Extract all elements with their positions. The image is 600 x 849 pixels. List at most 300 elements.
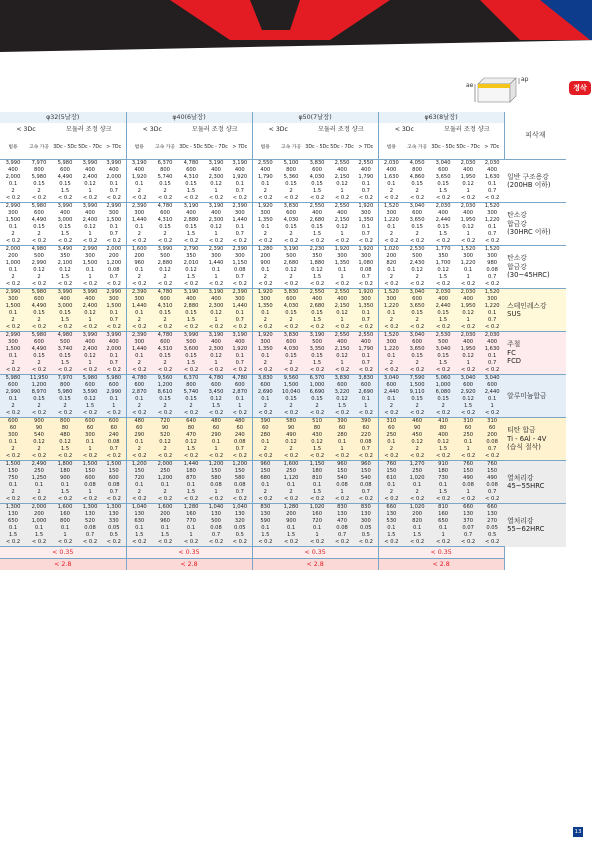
table-cell: 1,350 xyxy=(358,217,374,223)
table-cell: 0.1 xyxy=(361,310,370,316)
table-cell: 0.1 xyxy=(126,439,152,446)
material-name-line: 주철 xyxy=(507,340,521,349)
table-cell: 2,920 xyxy=(460,389,476,395)
table-row xyxy=(0,296,566,303)
table-cell: 5,360 xyxy=(283,174,299,180)
table-cell: < 0.2 xyxy=(252,324,278,332)
table-cell: 500 xyxy=(60,339,70,345)
material-label xyxy=(504,504,566,547)
table-cell: 9,560 xyxy=(152,375,178,383)
modular-shank-header: 모듈러 조정 샹크 xyxy=(52,123,126,137)
table-cell: 600 xyxy=(286,296,297,302)
table-cell: 1,520 xyxy=(480,246,504,254)
footer-empty xyxy=(504,559,566,571)
table-cell: 0.1 xyxy=(186,525,196,531)
table-cell: 1,440 xyxy=(126,303,152,310)
table-cell: 3,650 xyxy=(409,346,425,352)
table-cell: 2,030 xyxy=(456,160,480,168)
table-cell: 60 xyxy=(488,425,496,431)
table-cell: 600 xyxy=(78,418,102,426)
table-cell: 4,980 xyxy=(52,332,78,340)
table-cell: 0.08 xyxy=(486,439,498,445)
table-cell: 1,800 xyxy=(52,461,78,469)
table-cell: 0.1 xyxy=(252,353,278,360)
footer-row xyxy=(0,559,566,571)
table-cell: 2 xyxy=(189,403,193,409)
table-cell: 300 xyxy=(8,210,18,216)
table-cell: 300 xyxy=(85,253,95,259)
table-cell: 2 xyxy=(252,317,278,324)
table-cell: 350 xyxy=(186,253,196,259)
table-cell: 2 xyxy=(378,446,404,453)
table-cell: 2,550 xyxy=(330,332,354,340)
table-cell: < 0.2 xyxy=(283,496,299,502)
table-cell: 600 xyxy=(378,382,404,389)
table-cell: 870 xyxy=(186,475,196,481)
table-cell: 1.5 xyxy=(312,274,322,280)
table-row xyxy=(0,281,566,289)
table-cell: 1,790 xyxy=(358,174,374,180)
condition-header: > 7Dc xyxy=(354,137,378,160)
table-cell: 0.7 xyxy=(109,360,118,366)
table-cell: 4,490 xyxy=(31,346,47,352)
table-cell: 3,600 xyxy=(183,346,199,352)
table-cell: 1 xyxy=(214,231,218,237)
table-cell: 1,920 xyxy=(252,203,278,211)
table-row xyxy=(0,231,566,238)
table-cell: 900 xyxy=(252,260,278,267)
table-cell: < 0.2 xyxy=(126,496,152,504)
table-cell: 830 xyxy=(330,504,354,512)
condition-header: 3Dc - 5Dc xyxy=(304,137,330,160)
table-cell: 400 xyxy=(360,167,371,173)
material-label xyxy=(504,418,566,461)
table-cell: < 0.2 xyxy=(378,367,404,375)
table-cell: 2,550 xyxy=(354,160,378,168)
table-cell: 2 xyxy=(252,274,278,281)
table-cell: 1 xyxy=(364,403,368,409)
table-cell: 1 xyxy=(88,489,92,495)
table-cell: 1,440 xyxy=(126,346,152,353)
table-cell: < 0.2 xyxy=(31,195,47,201)
table-cell: 180 xyxy=(60,468,70,474)
table-cell: 4,490 xyxy=(31,303,47,309)
table-cell: 2,030 xyxy=(430,203,456,211)
table-cell: < 0.2 xyxy=(208,453,224,459)
table-cell: 0.1 xyxy=(235,310,244,316)
workpiece-block-icon xyxy=(466,74,526,106)
table-cell: 2,550 xyxy=(330,203,354,211)
material-name-line: FCD xyxy=(507,357,522,366)
table-cell: 0.12 xyxy=(33,439,45,445)
table-cell: 0.1 xyxy=(252,310,278,317)
table-cell: 2,400 xyxy=(82,303,98,309)
table-cell: 1.5 xyxy=(60,188,70,194)
table-cell: 0.12 xyxy=(336,353,348,359)
table-cell: 1.5 xyxy=(126,532,152,539)
table-row xyxy=(0,339,566,346)
table-cell: 2,100 xyxy=(57,260,73,266)
table-cell: 0.15 xyxy=(437,353,449,359)
table-cell: 910 xyxy=(430,461,456,469)
table-cell: < 0.2 xyxy=(378,238,404,246)
table-cell: 1,500 xyxy=(102,461,126,469)
table-cell: 0.7 xyxy=(361,188,370,194)
table-cell: 0.15 xyxy=(411,181,423,187)
table-cell: 5,980 xyxy=(26,289,52,297)
material-label xyxy=(504,160,566,203)
table-cell: 200 xyxy=(412,511,423,517)
table-cell: 150 xyxy=(337,468,348,474)
table-cell: 0.5 xyxy=(488,532,497,538)
footer-cell: < 2.8 xyxy=(0,559,126,571)
material-name-line: Ti - 6Al - 4V xyxy=(507,434,547,443)
table-cell: 650 xyxy=(8,518,18,524)
table-cell: 0.08 xyxy=(462,482,474,488)
table-cell: 330 xyxy=(108,518,119,524)
table-cell: 1 xyxy=(441,532,445,538)
table-cell: 1,040 xyxy=(204,504,228,512)
table-cell: 5,980 xyxy=(57,389,73,395)
table-cell: < 0.2 xyxy=(460,324,476,330)
table-cell: 3,220 xyxy=(334,389,350,395)
table-cell: < 0.2 xyxy=(283,324,299,330)
table-row xyxy=(0,346,566,353)
table-cell: 600 xyxy=(412,339,423,345)
table-cell: 2,010 xyxy=(183,260,199,266)
table-cell: < 0.2 xyxy=(460,195,476,201)
table-cell: 0.1 xyxy=(488,310,497,316)
table-cell: 0.05 xyxy=(360,525,372,531)
table-cell: 0.1 xyxy=(286,525,296,531)
table-cell: 1,950 xyxy=(460,346,476,352)
table-cell: 60 xyxy=(126,425,152,432)
table-row xyxy=(0,432,566,439)
table-cell: 300 xyxy=(108,296,119,302)
table-cell: 1.5 xyxy=(186,188,196,194)
table-cell: 0.15 xyxy=(159,310,171,316)
table-cell: 0.12 xyxy=(336,396,348,402)
table-cell: 0.1 xyxy=(85,439,95,445)
condition-header: 범용 xyxy=(252,137,278,160)
table-cell: 1,440 xyxy=(126,217,152,224)
table-cell: 2 xyxy=(37,489,41,495)
table-cell: 800 xyxy=(60,518,70,524)
table-cell: 1.5 xyxy=(186,317,196,323)
table-cell: < 0.2 xyxy=(57,539,73,545)
table-cell: 400 xyxy=(234,339,245,345)
table-cell: 180 xyxy=(312,468,323,474)
table-cell: 1.5 xyxy=(85,403,95,409)
table-cell: < 0.2 xyxy=(82,410,98,416)
table-cell: 80 xyxy=(187,425,195,431)
table-cell: 2 xyxy=(315,403,319,409)
table-cell: 800 xyxy=(160,167,170,173)
table-cell: 60 xyxy=(236,425,244,431)
table-cell: 0.15 xyxy=(159,396,171,402)
table-cell: 1,200 xyxy=(204,461,228,469)
table-row xyxy=(0,246,566,254)
table-cell: 1 xyxy=(340,274,344,280)
table-cell: 0.1 xyxy=(235,396,244,402)
table-cell: 2,030 xyxy=(456,332,480,340)
table-cell: 3,650 xyxy=(435,174,451,180)
table-cell: < 0.2 xyxy=(106,195,121,201)
table-cell: < 0.2 xyxy=(5,238,21,244)
table-cell: 2 xyxy=(163,403,167,409)
table-cell: 2,300 xyxy=(208,303,224,309)
table-cell: 300 xyxy=(234,253,245,259)
table-cell: 3,650 xyxy=(409,303,425,309)
table-cell: 0.1 xyxy=(126,224,152,231)
table-cell: 5,740 xyxy=(183,389,199,395)
table-cell: < 0.2 xyxy=(232,195,247,201)
table-cell: 310 xyxy=(378,418,404,426)
table-cell: 1.5 xyxy=(412,532,422,538)
table-cell: 250 xyxy=(412,468,423,474)
table-cell: 0.1 xyxy=(34,482,44,488)
table-cell: 4,780 xyxy=(152,332,178,340)
table-cell: 590 xyxy=(252,518,278,525)
table-cell: 4,780 xyxy=(152,203,178,211)
table-cell: 0.1 xyxy=(8,439,18,445)
table-cell: 0.15 xyxy=(285,181,297,187)
table-cell: 580 xyxy=(278,418,304,426)
table-cell: 2,000 xyxy=(152,461,178,469)
table-cell: 490 xyxy=(286,432,297,438)
table-cell: 4,780 xyxy=(228,375,252,383)
table-cell: 3,990 xyxy=(78,332,102,340)
table-cell: 0.1 xyxy=(378,224,404,231)
table-cell: 0.1 xyxy=(252,439,278,446)
table-cell: 0.15 xyxy=(159,181,171,187)
table-cell: < 0.2 xyxy=(485,281,500,287)
table-cell: 2 xyxy=(441,403,445,409)
table-cell: 1 xyxy=(466,188,470,194)
table-cell: < 0.2 xyxy=(334,367,350,373)
table-row xyxy=(0,439,566,446)
table-cell: < 0.2 xyxy=(183,453,199,459)
table-cell: 1,600 xyxy=(152,504,178,512)
table-cell: 1.5 xyxy=(312,188,322,194)
table-cell: 1,920 xyxy=(354,246,378,254)
table-cell: < 0.2 xyxy=(82,496,98,502)
table-cell: 580 xyxy=(234,475,245,481)
table-cell: < 0.2 xyxy=(126,367,152,375)
table-cell: 0.12 xyxy=(84,310,96,316)
table-cell: 2,530 xyxy=(430,332,456,340)
table-cell: 830 xyxy=(354,504,378,512)
table-cell: < 0.2 xyxy=(5,195,21,201)
table-cell: < 0.2 xyxy=(252,195,278,203)
table-row xyxy=(0,382,566,389)
table-cell: 1.5 xyxy=(312,360,322,366)
table-cell: 480 xyxy=(228,418,252,426)
table-cell: 1.5 xyxy=(438,489,448,495)
table-cell: 760 xyxy=(480,461,504,469)
table-cell: 1 xyxy=(214,317,218,323)
finishing-badge: 정삭 xyxy=(569,81,591,95)
table-cell: 200 xyxy=(286,511,297,517)
table-cell: 1,020 xyxy=(404,504,430,512)
table-cell: 600 xyxy=(34,296,44,302)
table-cell: 400 xyxy=(337,296,348,302)
table-row xyxy=(0,396,566,403)
table-cell: 1,020 xyxy=(378,246,404,254)
table-cell: 1 xyxy=(340,360,344,366)
table-cell: 520 xyxy=(160,432,170,438)
table-cell: 0.1 xyxy=(361,181,370,187)
table-cell: 300 xyxy=(487,296,498,302)
table-cell: 2,400 xyxy=(82,174,98,180)
table-cell: 0.1 xyxy=(337,439,347,445)
table-cell: 0.12 xyxy=(462,396,474,402)
table-cell: < 0.2 xyxy=(283,195,299,201)
table-cell: 1.5 xyxy=(463,403,473,409)
table-cell: 3,040 xyxy=(404,289,430,297)
table-cell: 1,520 xyxy=(480,203,504,211)
table-cell: 280 xyxy=(252,432,278,439)
less-than-3dc-header: < 3Dc xyxy=(126,123,178,137)
table-cell: 1,350 xyxy=(252,217,278,224)
table-cell: 2,230 xyxy=(304,246,330,254)
table-cell: 0.08 xyxy=(360,267,372,273)
table-cell: 600 xyxy=(85,475,95,481)
table-cell: 1,200 xyxy=(31,382,47,388)
table-cell: 2 xyxy=(378,188,404,195)
table-cell: 0.12 xyxy=(84,224,96,230)
table-cell: 3,190 xyxy=(304,332,330,340)
table-row xyxy=(0,518,566,525)
condition-header: 3Dc - 5Dc xyxy=(430,137,456,160)
table-cell: 150 xyxy=(211,468,221,474)
table-cell: 600 xyxy=(286,339,297,345)
material-name-line: 스테인레스강 xyxy=(507,301,547,310)
table-cell: 8,610 xyxy=(157,389,173,395)
table-cell: 2 xyxy=(126,403,152,410)
table-cell: 400 xyxy=(463,339,474,345)
table-cell: 400 xyxy=(60,210,70,216)
table-cell: 0.15 xyxy=(437,396,449,402)
table-cell: 160 xyxy=(312,511,323,517)
table-cell: 450 xyxy=(412,432,423,438)
table-cell: 2 xyxy=(289,231,293,237)
table-cell: 2 xyxy=(126,317,152,324)
table-cell: 2,390 xyxy=(228,289,252,297)
table-cell: 0.12 xyxy=(285,439,297,445)
table-cell: 1 xyxy=(112,403,116,409)
table-row xyxy=(0,468,566,475)
table-cell: 4,030 xyxy=(283,217,299,223)
table-cell: 2 xyxy=(415,231,419,237)
table-cell: < 0.2 xyxy=(409,539,425,545)
table-cell: < 0.2 xyxy=(157,539,173,545)
table-cell: 0.12 xyxy=(311,439,323,445)
table-cell: 2,690 xyxy=(358,389,374,395)
ae-label: ae xyxy=(466,82,474,89)
table-cell: 1,950 xyxy=(460,303,476,309)
table-cell: < 0.2 xyxy=(82,195,98,201)
table-cell: 3,830 xyxy=(252,375,278,383)
table-cell: 90 xyxy=(413,425,421,431)
table-cell: 0.12 xyxy=(159,267,171,273)
table-cell: < 0.2 xyxy=(460,281,476,287)
table-cell: 400 xyxy=(108,339,119,345)
table-cell: < 0.2 xyxy=(485,238,500,244)
table-cell: 2,990 xyxy=(0,332,26,340)
table-cell: 1 xyxy=(88,360,92,366)
table-row xyxy=(0,496,566,504)
table-cell: 0.1 xyxy=(211,267,221,273)
table-cell: < 0.2 xyxy=(126,281,152,289)
table-cell: 2 xyxy=(163,188,167,194)
table-cell: 400 xyxy=(211,296,221,302)
table-cell: < 0.2 xyxy=(460,539,476,545)
table-cell: 1,500 xyxy=(409,382,425,388)
table-cell: 0.15 xyxy=(33,353,45,359)
footer-cell: < 2.8 xyxy=(126,559,252,571)
table-cell: 1 xyxy=(63,532,67,538)
table-cell: 3,740 xyxy=(57,346,73,352)
table-cell: 980 xyxy=(487,260,498,266)
table-cell: 2 xyxy=(289,446,293,452)
table-cell: 0.7 xyxy=(337,532,347,538)
size-header-row xyxy=(0,112,566,123)
table-cell: 0.1 xyxy=(252,525,278,532)
table-cell: 2,400 xyxy=(82,217,98,223)
table-cell: 130 xyxy=(126,511,152,518)
table-cell: 300 xyxy=(126,210,152,217)
table-cell: < 0.2 xyxy=(378,281,404,289)
table-cell: 200 xyxy=(160,511,170,517)
table-cell: 430 xyxy=(312,432,323,438)
table-cell: 0.7 xyxy=(235,360,244,366)
table-cell: 2,440 xyxy=(435,217,451,223)
table-row xyxy=(0,274,566,281)
table-cell: 1,300 xyxy=(102,504,126,512)
table-cell: 400 xyxy=(252,167,278,174)
table-cell: 300 xyxy=(487,253,498,259)
table-cell: 130 xyxy=(378,511,404,518)
table-cell: 1.5 xyxy=(438,188,448,194)
table-cell: 2,870 xyxy=(126,389,152,396)
condition-header: 범용 xyxy=(378,137,404,160)
table-row xyxy=(0,489,566,496)
table-cell: 80 xyxy=(313,425,321,431)
table-cell: 410 xyxy=(430,418,456,426)
table-cell: 0.7 xyxy=(109,446,118,452)
table-cell: 1.5 xyxy=(8,532,18,538)
table-cell: < 0.2 xyxy=(252,453,278,461)
table-cell: 0.7 xyxy=(361,360,370,366)
table-cell: 0.7 xyxy=(361,317,370,323)
table-cell: < 0.2 xyxy=(5,453,21,459)
table-cell: 0.1 xyxy=(488,224,497,230)
table-cell: 900 xyxy=(286,518,297,524)
subheader-row-1 xyxy=(0,123,566,137)
table-cell: 0.7 xyxy=(488,489,497,495)
table-cell: 7,970 xyxy=(52,375,78,383)
table-cell: 0.12 xyxy=(462,353,474,359)
table-cell: < 0.2 xyxy=(334,496,350,502)
table-cell: 900 xyxy=(26,418,52,426)
table-row xyxy=(0,475,566,482)
material-name-line: 55~62HRC xyxy=(507,525,545,534)
table-cell: 2,030 xyxy=(430,289,456,297)
table-cell: 1.5 xyxy=(60,274,70,280)
table-row xyxy=(0,253,566,260)
table-cell: < 0.2 xyxy=(31,410,47,416)
